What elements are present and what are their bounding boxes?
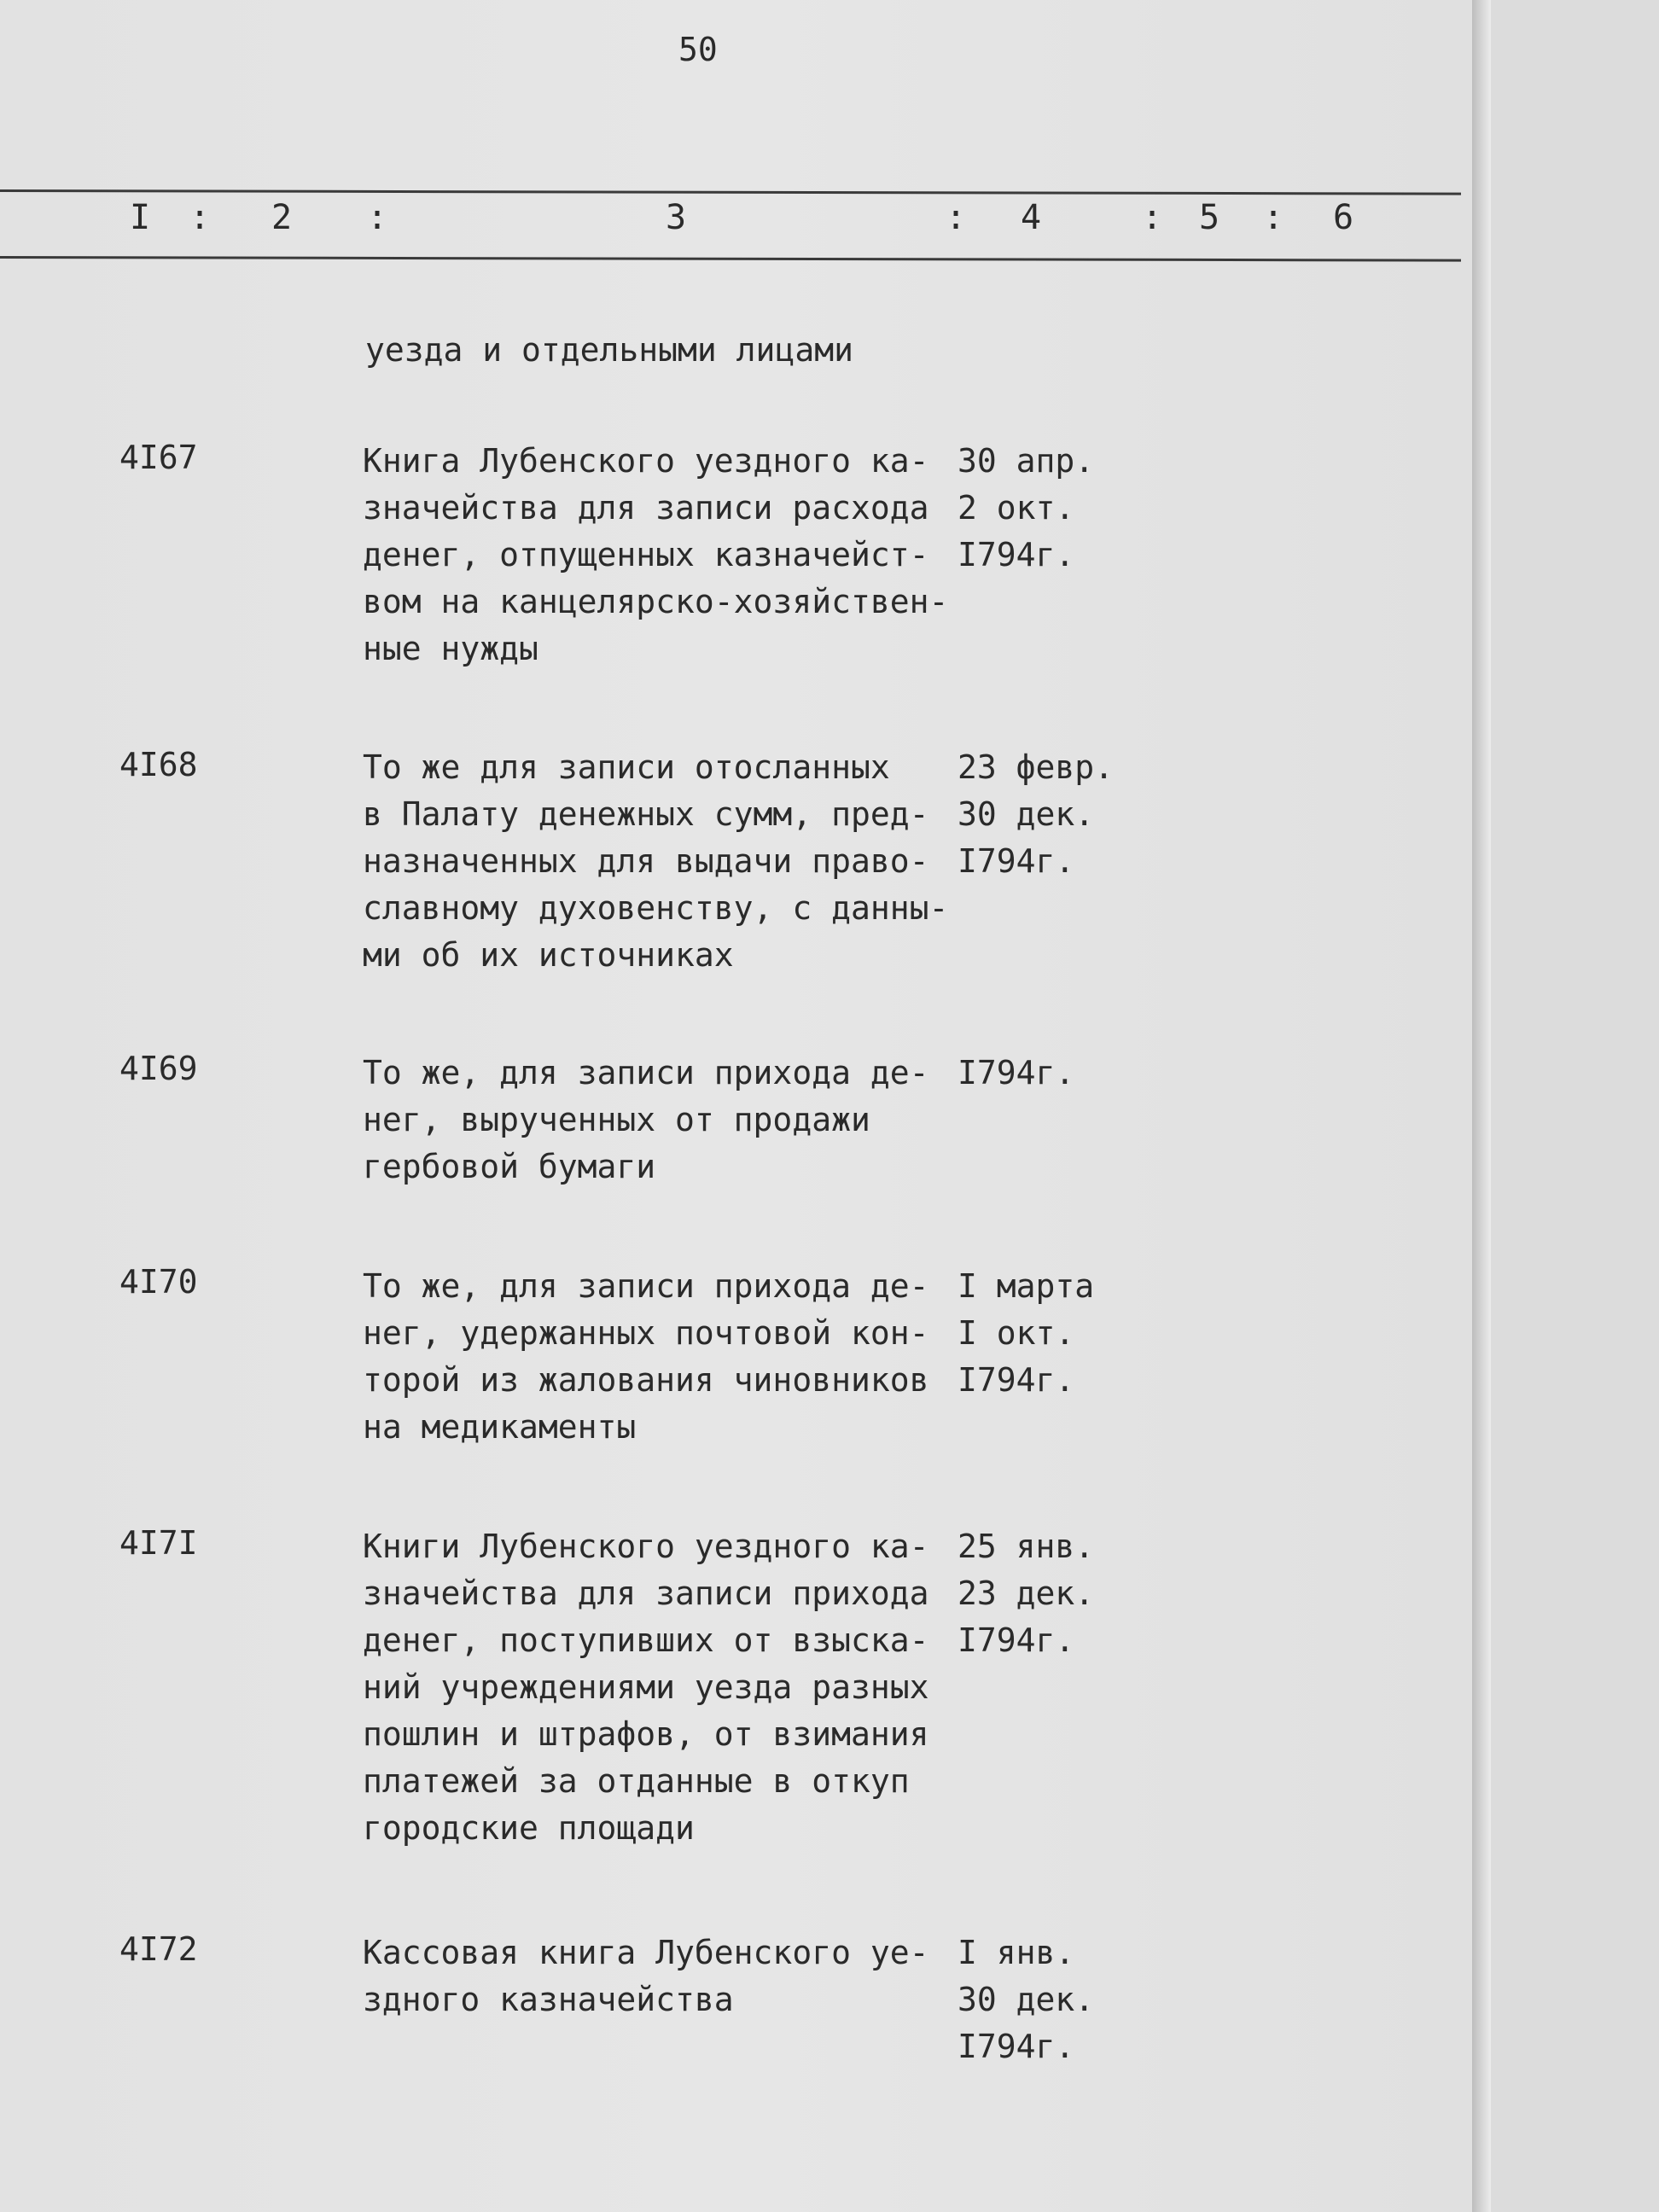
entry-text-line: денег, поступивших от взыска- [363,1621,929,1659]
continuation-line: уезда и отдельными лицами [365,331,853,369]
entry-text-line: значейства для записи прихода [363,1575,929,1612]
column-header-3: 3 [666,198,687,237]
entry-date: 23 февр. [958,748,1115,786]
entry-date: 30 дек. [958,795,1095,833]
column-separator: : [367,198,388,237]
entry-date: I794г. [958,2028,1075,2065]
entry-text-line: ные нужды [363,630,538,667]
entry-text-line: ний учреждениями уезда разных [363,1668,929,1706]
entry-date: I янв. [958,1934,1075,1971]
entry-number: 4I7I [119,1524,198,1562]
entry-number: 4I68 [119,746,198,783]
entry-text-line: Кассовая книга Лубенского уе- [363,1934,929,1971]
column-separator: : [1263,198,1284,237]
column-separator: : [1142,198,1163,237]
entry-text-line: Книги Лубенского уездного ка- [363,1528,929,1565]
entry-date: 25 янв. [958,1528,1095,1565]
column-separator: : [946,198,967,237]
entry-date: 23 дек. [958,1575,1095,1612]
entry-text-line: То же для записи отосланных [363,748,890,786]
entry-text-line: значейства для записи расхода [363,489,929,527]
entry-number: 4I69 [119,1050,198,1087]
column-header-2: 2 [271,198,293,237]
entry-date: I794г. [958,536,1075,573]
entry-text-line: на медикаменты [363,1408,637,1446]
entry-number: 4I70 [119,1263,198,1301]
entry-text-line: здного казначейства [363,1981,734,2018]
entry-date: 2 окт. [958,489,1075,527]
entry-text-line: нег, удержанных почтовой кон- [363,1314,929,1352]
page-number: 50 [678,31,718,68]
entry-text-line: торой из жалования чиновников [363,1361,929,1399]
entry-text-line: нег, вырученных от продажи [363,1101,870,1138]
column-header-4: 4 [1021,198,1042,237]
entry-text-line: платежей за отданные в откуп [363,1762,910,1800]
entry-text-line: То же, для записи прихода де- [363,1054,929,1091]
entry-date: I окт. [958,1314,1075,1352]
column-header-5: 5 [1199,198,1220,237]
entry-text-line: ми об их источниках [363,936,734,974]
entry-text-line: вом на канцелярско-хозяйствен- [363,583,949,620]
column-header-1: I [130,198,151,237]
column-header-6: 6 [1333,198,1354,237]
entry-date: I794г. [958,1054,1075,1091]
entry-text-line: Книга Лубенского уездного ка- [363,442,929,480]
entry-date: 30 апр. [958,442,1095,480]
entry-date: I794г. [958,842,1075,880]
entry-date: I794г. [958,1621,1075,1659]
entry-text-line: назначенных для выдачи право- [363,842,929,880]
entry-text-line: пошлин и штрафов, от взимания [363,1715,929,1753]
entry-text-line: славному духовенству, с данны- [363,889,949,927]
entry-date: I марта [958,1267,1095,1305]
entry-text-line: То же, для записи прихода де- [363,1267,929,1305]
entry-text-line: городские площади [363,1809,695,1847]
entry-text-line: денег, отпущенных казначейст- [363,536,929,573]
column-separator: : [189,198,211,237]
entry-date: I794г. [958,1361,1075,1399]
underlying-page [1491,0,1659,2212]
entry-text-line: в Палату денежных сумм, пред- [363,795,929,833]
entry-text-line: гербовой бумаги [363,1148,656,1185]
entry-number: 4I72 [119,1930,198,1968]
entry-date: 30 дек. [958,1981,1095,2018]
page-edge [1472,0,1491,2212]
entry-number: 4I67 [119,439,198,476]
